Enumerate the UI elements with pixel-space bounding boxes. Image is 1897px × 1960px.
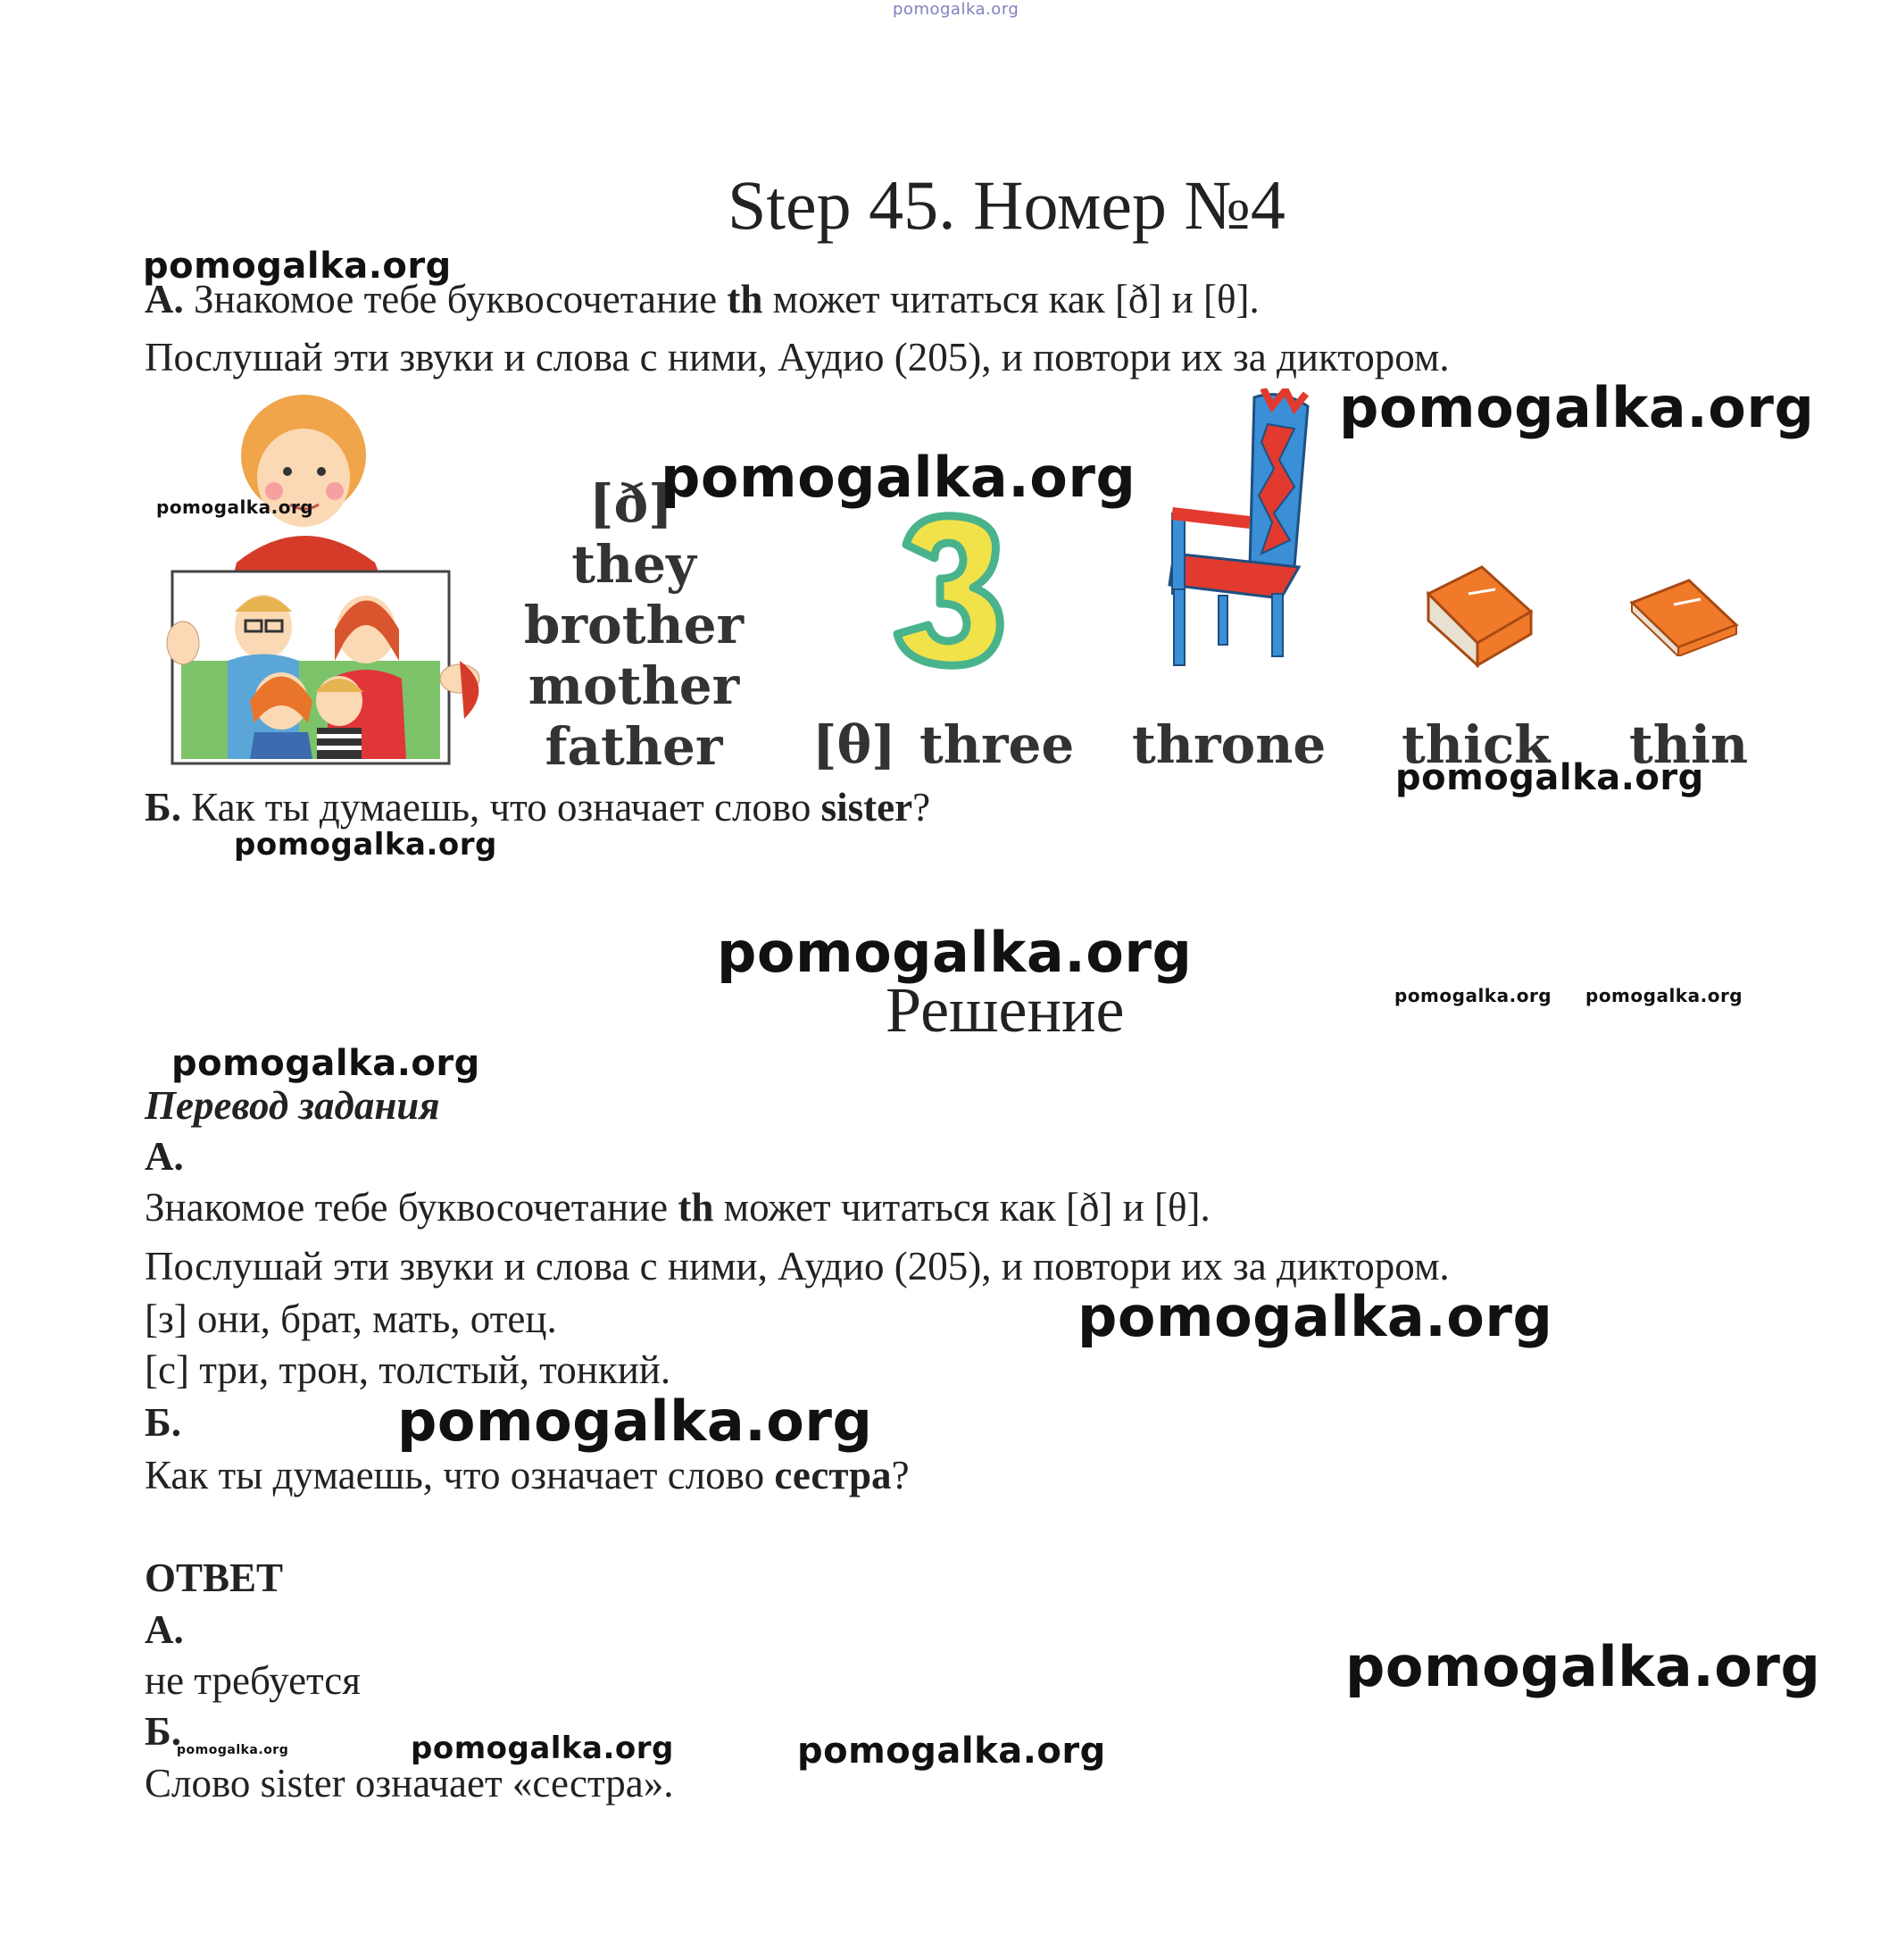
thin-book-illustration bbox=[1625, 576, 1741, 656]
solution-a-text-bold: th bbox=[678, 1185, 714, 1230]
solution-a-label: А. bbox=[145, 1134, 184, 1179]
solution-b-text-bold: сестра bbox=[774, 1453, 892, 1497]
word-throne: throne bbox=[1132, 714, 1327, 775]
task-b-text-post: ? bbox=[912, 785, 931, 830]
word-thick: thick bbox=[1402, 714, 1551, 775]
solution-b-text-pre: Как ты думаешь, что означает слово bbox=[145, 1453, 775, 1497]
thick-book-illustration bbox=[1419, 563, 1535, 670]
solution-a-line1 bbox=[145, 1185, 1211, 1230]
word-they: they bbox=[571, 534, 696, 595]
task-b-label: Б. bbox=[145, 785, 182, 830]
watermark: pomogalka.org bbox=[717, 920, 1193, 985]
watermark: pomogalka.org bbox=[143, 246, 452, 287]
watermark: pomogalka.org bbox=[177, 1743, 289, 1757]
word-thin: thin bbox=[1629, 714, 1749, 775]
number-three-illustration bbox=[888, 509, 1013, 670]
page-title: Step 45. Номер №4 bbox=[728, 166, 1285, 244]
watermark: pomogalka.org bbox=[234, 827, 497, 863]
task-b-text-bold: sister bbox=[820, 785, 913, 830]
answer-b-text: Слово sister означает «сестра». bbox=[145, 1761, 674, 1806]
answer-a-label: А. bbox=[145, 1607, 184, 1652]
word-brother: brother bbox=[523, 595, 745, 655]
family-illustration bbox=[165, 393, 504, 768]
watermark: pomogalka.org bbox=[797, 1731, 1106, 1772]
task-a-text-bold: th bbox=[727, 277, 763, 321]
solution-b-line bbox=[145, 1455, 910, 1496]
throne-illustration bbox=[1165, 388, 1326, 674]
word-mother: mother bbox=[528, 655, 740, 716]
watermark: pomogalka.org bbox=[397, 1389, 873, 1454]
voiceless-symbol: [θ] bbox=[812, 714, 896, 775]
solution-a-line2: Послушай эти звуки и слова с ними, Аудио (205), и повтори их за диктором. bbox=[145, 1244, 1450, 1289]
answer-a-text: не требуется bbox=[145, 1658, 361, 1703]
task-b-text-pre: Как ты думаешь, что означает слово bbox=[181, 785, 821, 830]
solution-b-text-post: ? bbox=[891, 1453, 910, 1497]
word-father: father bbox=[545, 716, 723, 777]
translation-heading: Перевод задания bbox=[145, 1083, 440, 1128]
watermark: pomogalka.org bbox=[1395, 757, 1704, 798]
watermark: pomogalka.org bbox=[1339, 375, 1815, 440]
watermark: pomogalka.org bbox=[1394, 985, 1552, 1006]
watermark: pomogalka.org bbox=[411, 1731, 674, 1766]
word-three: three bbox=[919, 714, 1075, 775]
task-b-line bbox=[145, 785, 931, 830]
voiced-symbol: [ð] bbox=[589, 473, 673, 534]
watermark: pomogalka.org bbox=[171, 1043, 480, 1084]
solution-heading: Решение bbox=[886, 974, 1125, 1046]
watermark: pomogalka.org bbox=[1077, 1284, 1553, 1349]
watermark: pomogalka.org bbox=[1585, 985, 1743, 1006]
watermark: pomogalka.org bbox=[893, 0, 1019, 19]
task-a-line2: Послушай эти звуки и слова с ними, Аудио (205), и повтори их за диктором. bbox=[145, 335, 1450, 379]
watermark: pomogalka.org bbox=[1345, 1634, 1821, 1699]
solution-b-label: Б. bbox=[145, 1400, 182, 1445]
solution-a-line3: [з] они, брат, мать, отец. bbox=[145, 1297, 557, 1341]
watermark: pomogalka.org bbox=[156, 496, 314, 518]
answer-heading: ОТВЕТ bbox=[145, 1555, 284, 1600]
watermark: pomogalka.org bbox=[661, 445, 1136, 510]
solution-a-text-post: может читаться как [ð] и [θ]. bbox=[713, 1185, 1211, 1230]
solution-a-text-pre: Знакомое тебе буквосочетание bbox=[145, 1185, 678, 1230]
task-a-text-pre: Знакомое тебе буквосочетание bbox=[183, 277, 728, 321]
word-list-voiced bbox=[518, 534, 750, 777]
answer-b-label: Б. bbox=[145, 1709, 182, 1754]
task-a-line1 bbox=[145, 279, 1260, 320]
solution-a-line4: [с] три, трон, толстый, тонкий. bbox=[145, 1347, 671, 1392]
task-a-label: А. bbox=[145, 277, 184, 321]
task-a-text-post: может читаться как [ð] и [θ]. bbox=[762, 277, 1260, 321]
